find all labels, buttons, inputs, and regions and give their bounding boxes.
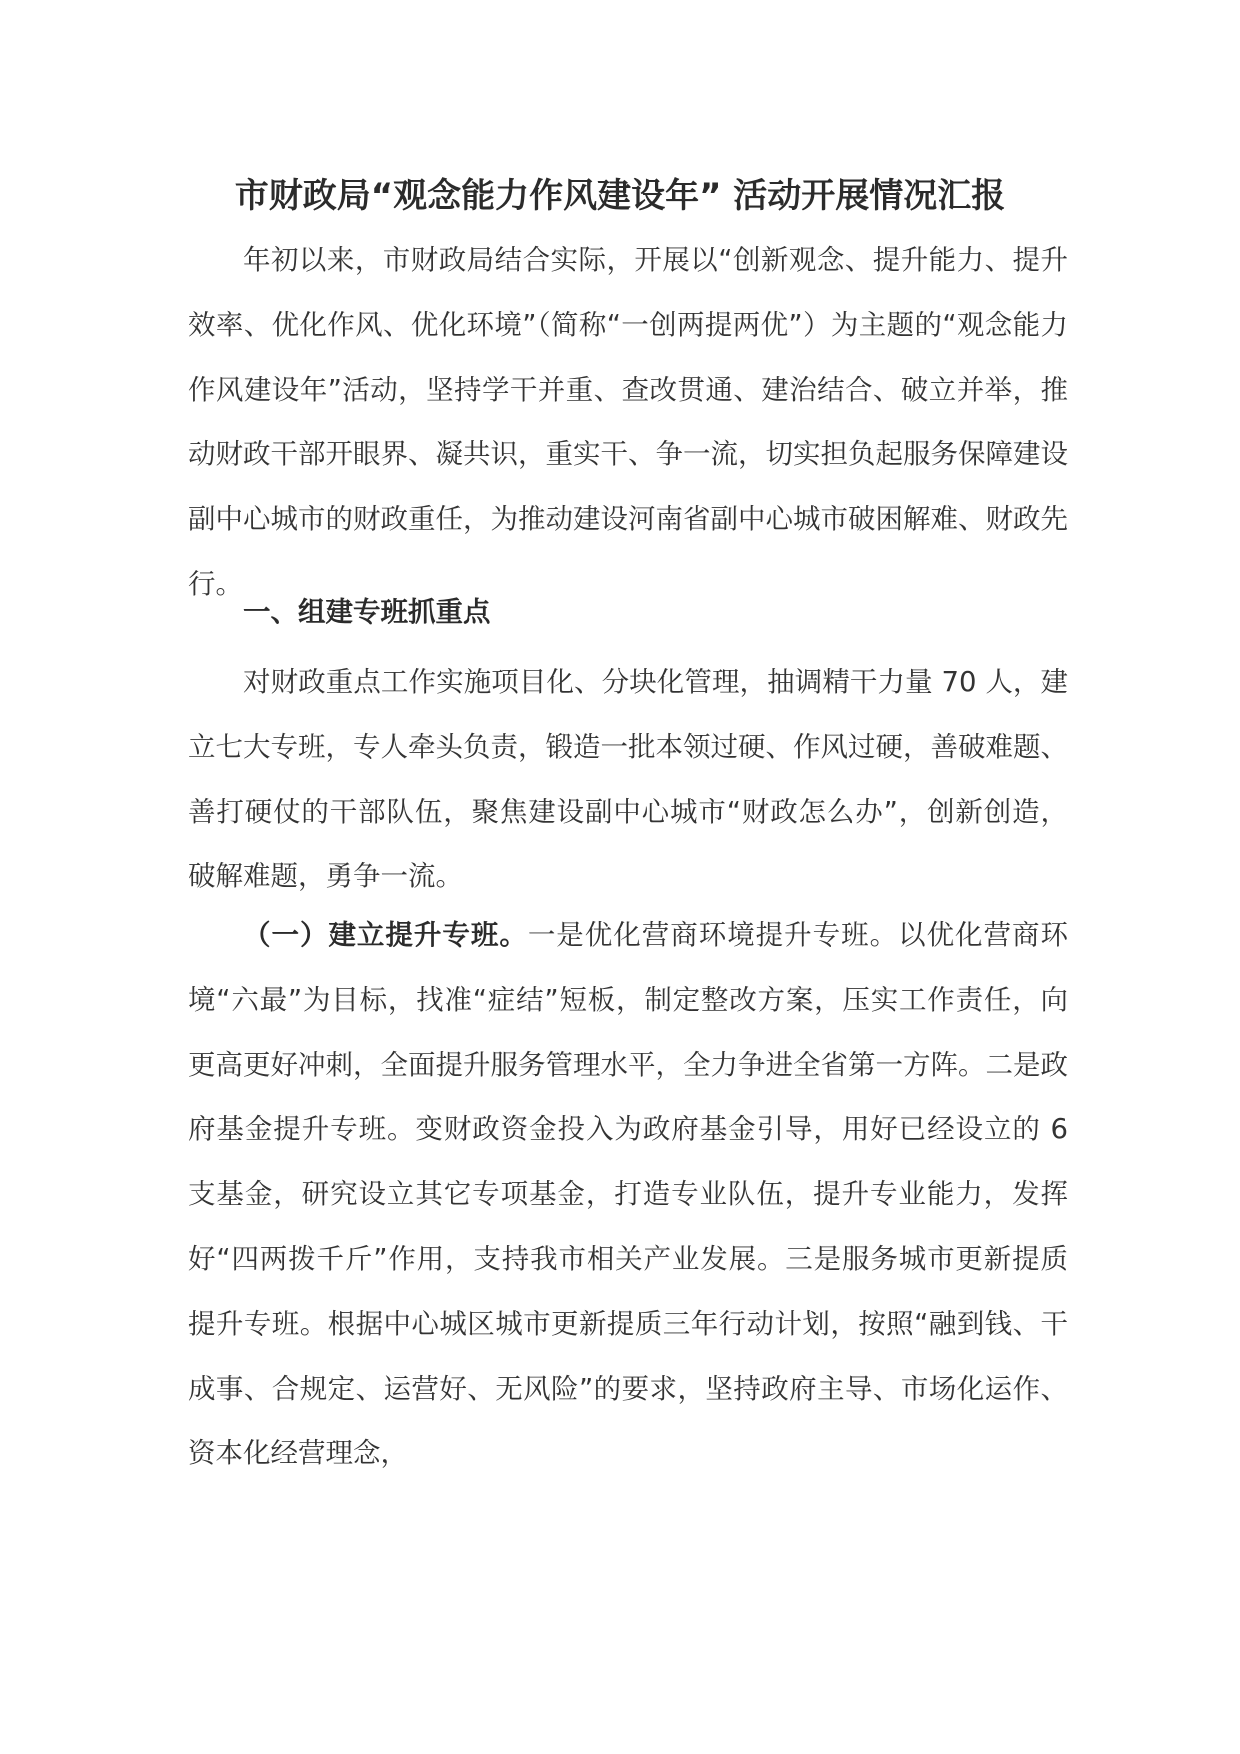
- subsection-paragraph: [188, 903, 1068, 1486]
- subsection-text: 一是优化营商环境提升专班。以优化营商环境“六最”为目标，找准“症结”短板，制定整改方案，压实工作责任，向更高更好冲刺，全面提升服务管理水平，全力争进全省第一方阵。二是政府基金提升专班。变财政资金投入为政府基金引导，用好已经设立的 6 支基金，研究设立其它专项基金，打造专业队伍，提升专业能力，发挥好“四两拨千斤”作用，支持我市相关产业发展。三是服务城市更新提质提升专班。根据中心城区城市更新提质三年行动计划，按照“融到钱、干成事、合规定、运营好、无风险”的要求，坚持政府主导、市场化运作、资本化经营理念，: [188, 919, 1069, 1470]
- section-heading: 一、组建专班抓重点: [243, 596, 491, 628]
- intro-paragraph: 年初以来，市财政局结合实际，开展以“创新观念、提升能力、提升效率、优化作风、优化环境”（简称“一创两提两优”）为主题的“观念能力作风建设年”活动，坚持学干并重、查改贯通、建治结合、破立并举，推动财政干部开眼界、凝共识，重实干、争一流，切实担负起服务保障建设副中心城市的财政重任，为推动建设河南省副中心城市破困解难、财政先行。: [188, 244, 1068, 600]
- subsection-label: （一）建立提升专班。: [243, 919, 528, 951]
- section-paragraph: 对财政重点工作实施项目化、分块化管理，抽调精干力量 70 人，建立七大专班，专人牵头负责，锻造一批本领过硬、作风过硬，善破难题、善打硬仗的干部队伍，聚焦建设副中心城市“财政怎么办”，创新创造，破解难题，勇争一流。: [188, 666, 1068, 893]
- document-title: 市财政局“观念能力作风建设年” 活动开展情况汇报: [234, 176, 1006, 216]
